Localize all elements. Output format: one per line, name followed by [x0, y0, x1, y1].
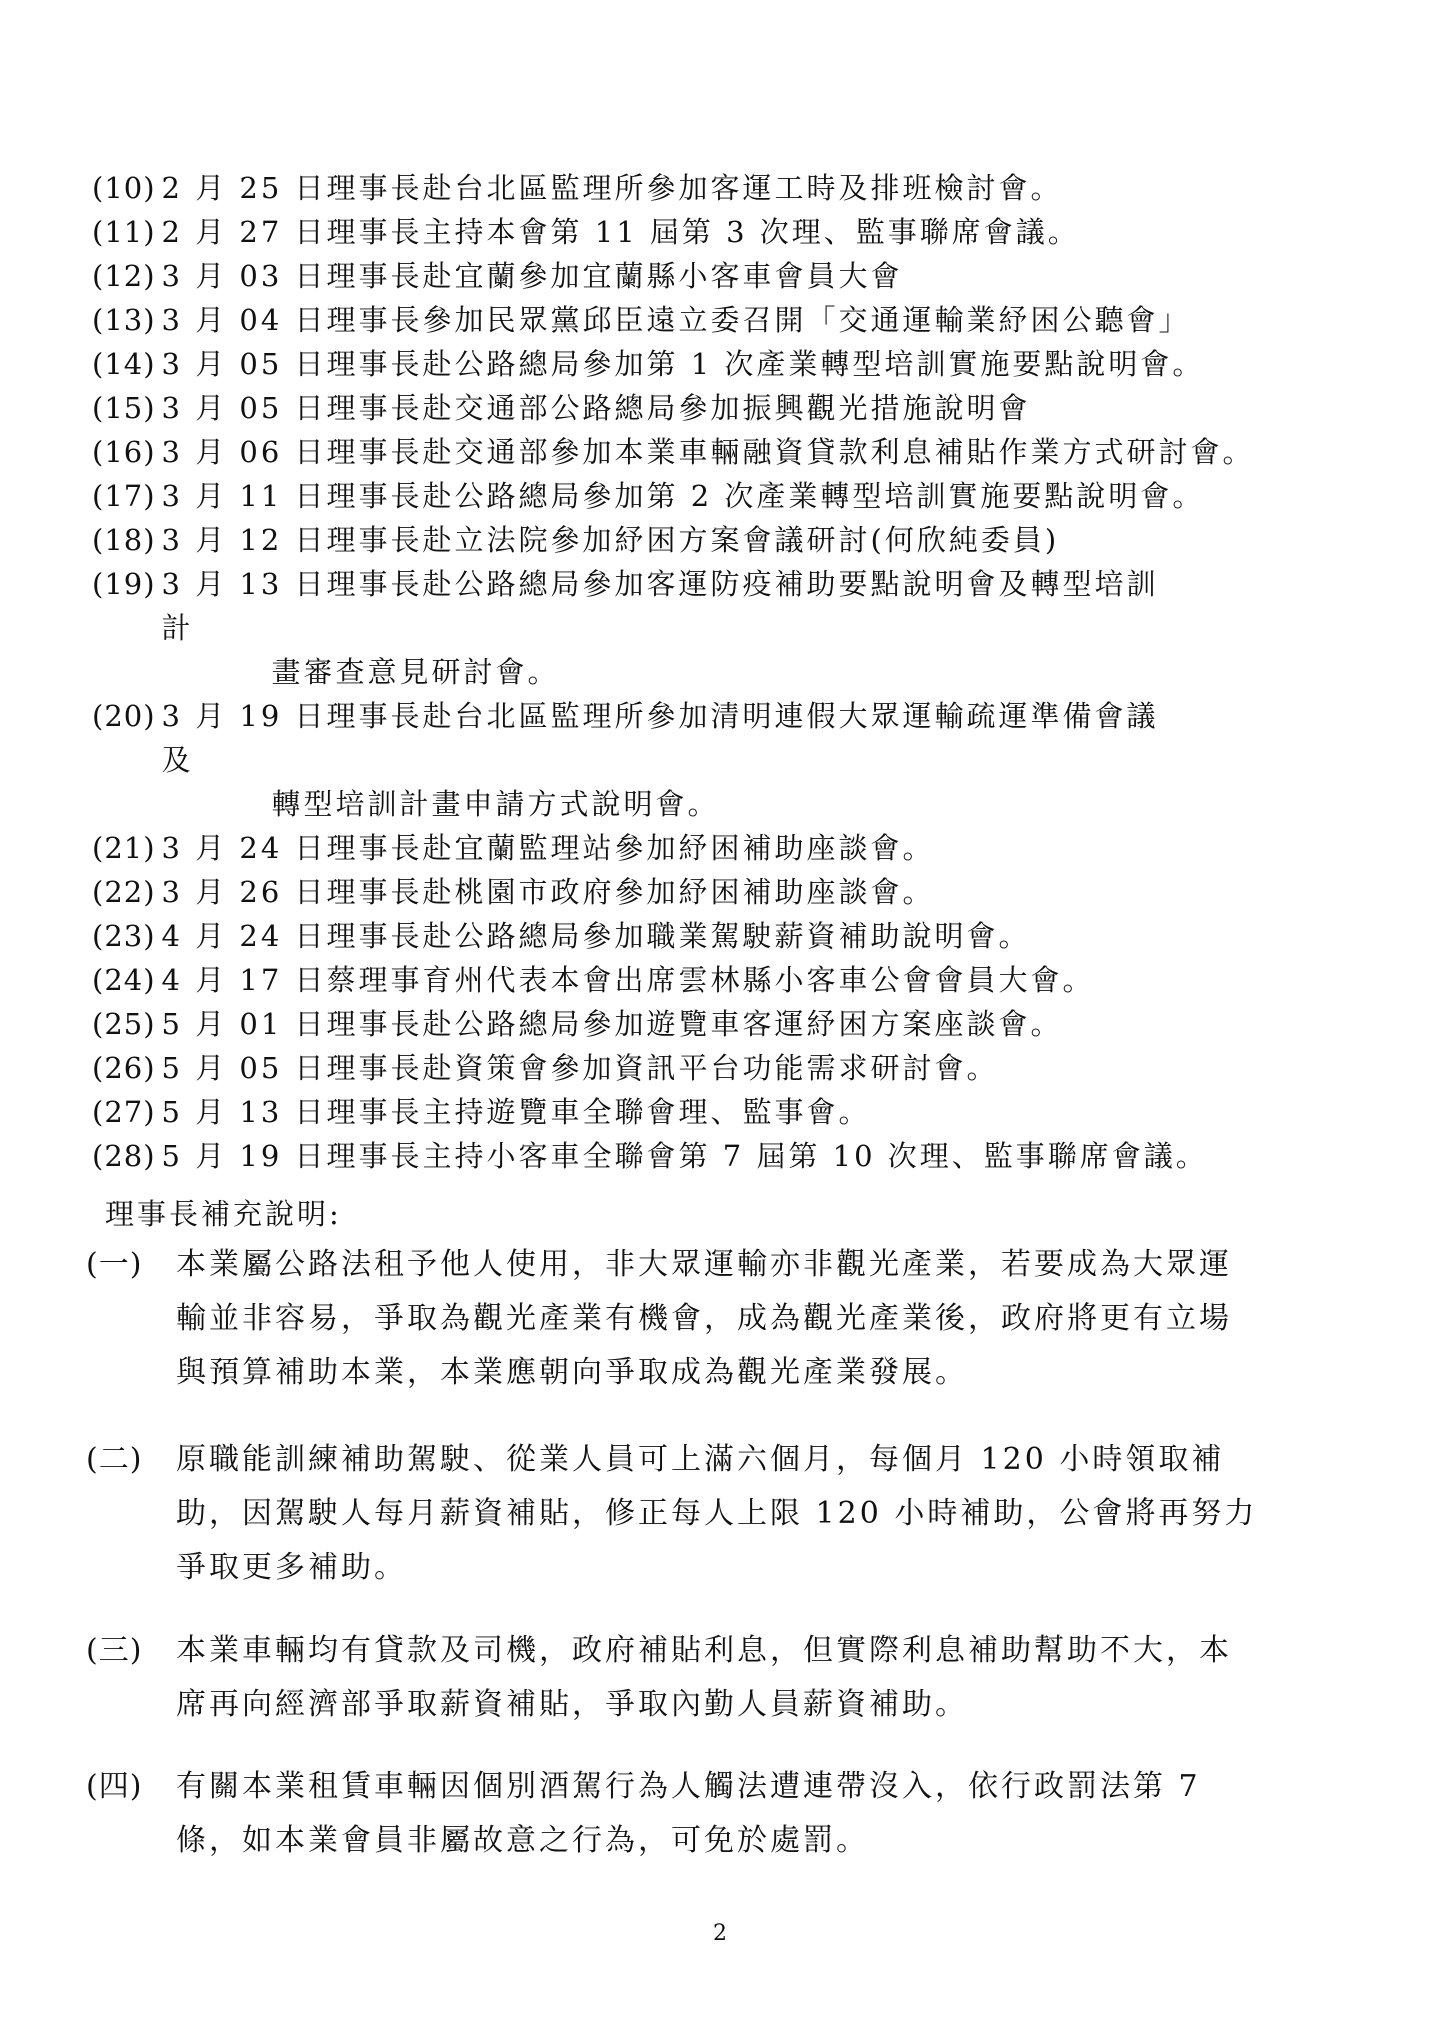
item-text: 3 月 26 日理事長赴桃園市政府參加紓困補助座談會。	[161, 875, 935, 909]
item-text: 4 月 17 日蔡理事育州代表本會出席雲林縣小客車公會會員大會。	[161, 963, 1095, 997]
item-number: (25)	[92, 1007, 156, 1041]
item-text-line: 3 月 13 日理事長赴公路總局參加客運防疫補助要點說明會及轉型培訓計	[161, 567, 1159, 645]
supplement-item	[86, 1624, 1356, 1732]
supplement-number: (三)	[86, 1633, 143, 1668]
agenda-item	[92, 914, 1392, 958]
supplement-item	[86, 1238, 1356, 1400]
supplement-line: 本業屬公路法租予他人使用，非大眾運輸亦非觀光產業，若要成為大眾運	[176, 1247, 1232, 1282]
item-number: (11)	[92, 215, 156, 249]
item-number: (26)	[92, 1051, 156, 1085]
item-number: (14)	[92, 347, 156, 381]
supplement-line: 助，因駕駛人每月薪資補貼，修正每人上限 120 小時補助，公會將再努力	[176, 1496, 1258, 1531]
item-text: 3 月 03 日理事長赴宜蘭參加宜蘭縣小客車會員大會	[161, 259, 903, 293]
agenda-item	[92, 870, 1392, 914]
agenda-item	[92, 826, 1392, 870]
page-number: 2	[713, 1921, 727, 1946]
item-text	[156, 562, 1172, 694]
agenda-item	[92, 1090, 1392, 1134]
agenda-item	[92, 694, 1392, 826]
item-number: (17)	[92, 479, 156, 513]
item-number: (20)	[92, 699, 156, 733]
item-text-continuation: 畫審查意見研討會。	[271, 655, 560, 689]
agenda-item	[92, 518, 1392, 562]
agenda-item	[92, 958, 1392, 1002]
agenda-item	[92, 166, 1392, 210]
supplement-item	[86, 1433, 1356, 1595]
supplement-number: (一)	[86, 1247, 143, 1282]
item-number: (18)	[92, 523, 156, 557]
item-text: 5 月 01 日理事長赴公路總局參加遊覽車客運紓困方案座談會。	[161, 1007, 1063, 1041]
agenda-item	[92, 474, 1392, 518]
supplement-line: 與預算補助本業，本業應朝向爭取成為觀光產業發展。	[176, 1355, 968, 1390]
item-number: (24)	[92, 963, 156, 997]
agenda-item	[92, 1134, 1392, 1178]
supplement-number: (四)	[86, 1769, 143, 1804]
item-text: 2 月 27 日理事長主持本會第 11 屆第 3 次理、監事聯席會議。	[161, 215, 1080, 249]
item-text: 3 月 06 日理事長赴交通部參加本業車輛融資貸款利息補貼作業方式研討會。	[161, 435, 1255, 469]
supplement-text	[176, 1624, 1326, 1732]
item-number: (22)	[92, 875, 156, 909]
item-number: (12)	[92, 259, 156, 293]
item-number: (13)	[92, 303, 156, 337]
item-number: (27)	[92, 1095, 156, 1129]
item-text: 3 月 05 日理事長赴公路總局參加第 1 次產業轉型培訓實施要點說明會。	[161, 347, 1205, 381]
agenda-item	[92, 1002, 1392, 1046]
agenda-item	[92, 298, 1392, 342]
item-text: 5 月 13 日理事長主持遊覽車全聯會理、監事會。	[161, 1095, 871, 1129]
agenda-item	[92, 430, 1392, 474]
item-text: 5 月 05 日理事長赴資策會參加資訊平台功能需求研討會。	[161, 1051, 999, 1085]
supplement-line: 爭取更多補助。	[176, 1550, 407, 1585]
supplement-text	[176, 1760, 1326, 1868]
supplement-line: 條，如本業會員非屬故意之行為，可免於處罰。	[176, 1823, 869, 1858]
supplement-heading: 理事長補充說明:	[105, 1197, 342, 1231]
item-text: 5 月 19 日理事長主持小客車全聯會第 7 屆第 10 次理、監事聯席會議。	[161, 1139, 1208, 1173]
item-text	[156, 694, 1172, 826]
agenda-item	[92, 342, 1392, 386]
supplement-line: 席再向經濟部爭取薪資補貼，爭取內勤人員薪資補助。	[176, 1687, 968, 1722]
item-text: 3 月 24 日理事長赴宜蘭監理站參加紓困補助座談會。	[161, 831, 935, 865]
item-text: 3 月 05 日理事長赴交通部公路總局參加振興觀光措施說明會	[161, 391, 1031, 425]
supplement-item	[86, 1760, 1356, 1868]
item-text-continuation: 轉型培訓計畫申請方式說明會。	[271, 787, 720, 821]
item-number: (15)	[92, 391, 156, 425]
item-text: 4 月 24 日理事長赴公路總局參加職業駕駛薪資補助說明會。	[161, 919, 1031, 953]
item-number: (23)	[92, 919, 156, 953]
item-number: (10)	[92, 171, 156, 205]
agenda-item	[92, 254, 1392, 298]
item-text: 3 月 04 日理事長參加民眾黨邱臣遠立委召開「交通運輸業紓困公聽會」	[161, 303, 1191, 337]
agenda-item	[92, 210, 1392, 254]
agenda-item	[92, 562, 1392, 694]
item-text: 2 月 25 日理事長赴台北區監理所參加客運工時及排班檢討會。	[161, 171, 1063, 205]
item-number: (21)	[92, 831, 156, 865]
agenda-item	[92, 1046, 1392, 1090]
item-number: (28)	[92, 1139, 156, 1173]
item-text-line: 3 月 19 日理事長赴台北區監理所參加清明連假大眾運輸疏運準備會議及	[161, 699, 1159, 777]
supplement-text	[176, 1238, 1326, 1400]
item-number: (16)	[92, 435, 156, 469]
item-number: (19)	[92, 567, 156, 601]
supplement-line: 本業車輛均有貸款及司機，政府補貼利息，但實際利息補助幫助不大，本	[176, 1633, 1232, 1668]
item-text: 3 月 12 日理事長赴立法院參加紓困方案會議研討(何欣純委員)	[161, 523, 1060, 557]
supplement-number: (二)	[86, 1442, 143, 1477]
supplement-text	[176, 1433, 1326, 1595]
supplement-line: 原職能訓練補助駕駛、從業人員可上滿六個月，每個月 120 小時領取補	[176, 1442, 1225, 1477]
agenda-item	[92, 386, 1392, 430]
item-text: 3 月 11 日理事長赴公路總局參加第 2 次產業轉型培訓實施要點說明會。	[161, 479, 1205, 513]
agenda-list	[92, 166, 1392, 1178]
supplement-line: 有關本業租賃車輛因個別酒駕行為人觸法遭連帶沒入，依行政罰法第 7	[176, 1769, 1201, 1804]
supplement-line: 輸並非容易，爭取為觀光產業有機會，成為觀光產業後，政府將更有立場	[176, 1301, 1232, 1336]
